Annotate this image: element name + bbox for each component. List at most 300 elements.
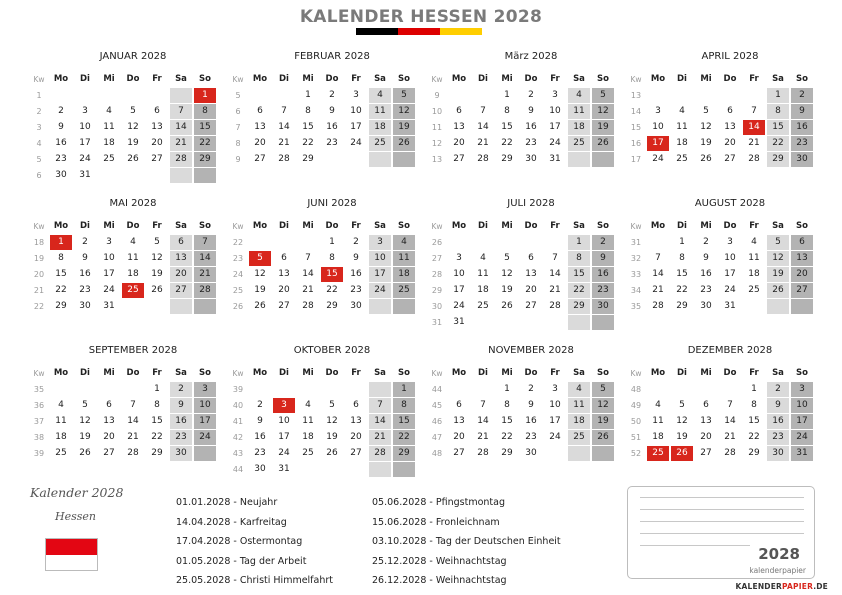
day-cell: 9 xyxy=(767,398,789,413)
day-cell: 16 xyxy=(525,122,537,132)
weekday-label: So xyxy=(597,74,609,84)
day-cell: 19 xyxy=(79,432,91,442)
holiday-day-cell: 5 xyxy=(249,251,271,266)
weekday-label: Sa xyxy=(175,221,187,231)
day-cell: 17 xyxy=(791,414,813,429)
day-cell: 24 xyxy=(79,154,91,164)
day-cell: 24 xyxy=(549,138,561,148)
day-cell: 19 xyxy=(592,414,614,429)
week-number: 49 xyxy=(630,401,642,410)
day-cell: 5 xyxy=(504,253,510,263)
holiday-entry: 17.04.2028 - Ostermontag xyxy=(176,536,303,547)
script-subtitle: Hessen xyxy=(55,510,96,523)
week-number: 43 xyxy=(232,449,244,458)
day-cell: 28 xyxy=(369,446,391,461)
day-cell: 11 xyxy=(748,253,760,263)
day-cell: 27 xyxy=(700,448,712,458)
holiday-entry: 01.05.2028 - Tag der Arbeit xyxy=(176,555,307,567)
day-cell: 24 xyxy=(350,138,362,148)
week-number: 1 xyxy=(36,91,42,100)
day-cell: 7 xyxy=(369,398,391,413)
day-cell: 2 xyxy=(82,237,88,247)
day-cell: 27 xyxy=(254,154,266,164)
weekday-label: So xyxy=(199,368,211,378)
weekday-label: Mi xyxy=(501,368,513,378)
holiday-day-cell: 26 xyxy=(671,446,693,461)
day-cell: 21 xyxy=(748,138,760,148)
week-number: 2 xyxy=(36,107,42,116)
note-line xyxy=(640,533,804,534)
day-cell: 1 xyxy=(568,235,590,250)
day-cell: 17 xyxy=(79,138,91,148)
day-cell: 20 xyxy=(700,432,712,442)
day-cell: 25 xyxy=(477,301,489,311)
weekday-label: Fr xyxy=(749,74,759,84)
day-cell: 27 xyxy=(724,154,736,164)
day-cell: 6 xyxy=(791,235,813,250)
day-cell: 30 xyxy=(55,170,67,180)
holiday-entry: 01.01.2028 - Neujahr xyxy=(176,497,278,508)
month-block xyxy=(428,345,618,485)
brand-accent: PAPIER xyxy=(782,582,814,591)
day-cell: 3 xyxy=(791,382,813,397)
day-cell: 7 xyxy=(130,400,136,410)
week-number: 24 xyxy=(232,270,244,279)
day-cell: 10 xyxy=(194,398,216,413)
day-cell: 11 xyxy=(103,122,115,132)
day-cell: 10 xyxy=(724,253,736,263)
weekday-label: Di xyxy=(80,74,90,84)
week-number: 17 xyxy=(630,155,642,164)
day-cell: 18 xyxy=(748,269,760,279)
day-cell: 6 xyxy=(106,400,112,410)
weekday-label: Di xyxy=(677,74,687,84)
day-cell: 31 xyxy=(453,317,465,327)
holiday-entry: 15.06.2028 - Fronleichnam xyxy=(372,516,500,528)
brand-pre: KALENDER xyxy=(735,582,783,591)
day-cell: 4 xyxy=(130,237,136,247)
day-cell: 12 xyxy=(127,122,139,132)
empty-weekend-cell xyxy=(393,152,415,167)
month-title: DEZEMBER 2028 xyxy=(687,345,773,356)
day-cell: 3 xyxy=(552,384,558,394)
week-number: 21 xyxy=(33,286,45,295)
day-cell: 27 xyxy=(170,283,192,298)
day-cell: 15 xyxy=(748,416,760,426)
week-number: 3 xyxy=(36,123,42,132)
day-cell: 8 xyxy=(751,400,757,410)
week-number: 36 xyxy=(33,401,45,410)
weekday-label: Fr xyxy=(351,221,361,231)
day-cell: 25 xyxy=(55,448,67,458)
week-number: 9 xyxy=(235,155,241,164)
weekday-label: Mi xyxy=(103,74,115,84)
day-cell: 28 xyxy=(477,154,489,164)
weekday-label: Di xyxy=(478,221,488,231)
month-title: JULI 2028 xyxy=(507,198,555,209)
day-cell: 19 xyxy=(151,269,163,279)
day-cell: 14 xyxy=(278,122,290,132)
day-cell: 28 xyxy=(477,448,489,458)
day-cell: 20 xyxy=(525,285,537,295)
week-number: 35 xyxy=(33,385,45,394)
day-cell: 9 xyxy=(170,398,192,413)
weekday-label: Sa xyxy=(374,368,386,378)
day-cell: 16 xyxy=(791,120,813,135)
flag-stripe-red xyxy=(398,28,440,35)
day-cell: 30 xyxy=(170,446,192,461)
day-cell: 24 xyxy=(369,283,391,298)
weekday-label: Do xyxy=(723,221,737,231)
weekday-label: Sa xyxy=(175,368,187,378)
day-cell: 6 xyxy=(170,235,192,250)
holiday-date: 14.04.2028 xyxy=(176,516,231,528)
week-number: 23 xyxy=(232,254,244,263)
day-cell: 8 xyxy=(568,251,590,266)
holiday-name: Weihnachtstag xyxy=(435,575,507,586)
day-cell: 13 xyxy=(151,122,163,132)
day-cell: 10 xyxy=(278,416,290,426)
weekday-label: Di xyxy=(279,74,289,84)
day-cell: 16 xyxy=(326,122,338,132)
week-number: 26 xyxy=(232,302,244,311)
day-cell: 31 xyxy=(79,170,91,180)
day-cell: 5 xyxy=(679,400,685,410)
month-title: MAI 2028 xyxy=(109,198,157,209)
weekday-label: So xyxy=(796,74,808,84)
day-cell: 22 xyxy=(568,283,590,298)
week-number-header: Kw xyxy=(630,369,642,378)
week-number-header: Kw xyxy=(232,222,244,231)
day-cell: 18 xyxy=(568,414,590,429)
day-cell: 7 xyxy=(480,400,486,410)
day-cell: 2 xyxy=(353,237,359,247)
weekday-label: Sa xyxy=(374,74,386,84)
weekday-label: Mo xyxy=(650,74,666,84)
weekday-label: Fr xyxy=(152,368,162,378)
day-cell: 8 xyxy=(154,400,160,410)
day-cell: 2 xyxy=(257,400,263,410)
weekday-label: Mi xyxy=(302,74,314,84)
day-cell: 5 xyxy=(592,382,614,397)
day-cell: 3 xyxy=(655,106,661,116)
day-cell: 10 xyxy=(652,122,664,132)
week-number: 42 xyxy=(232,433,244,442)
day-cell: 23 xyxy=(791,136,813,151)
weekday-label: Mo xyxy=(252,74,268,84)
day-cell: 4 xyxy=(568,382,590,397)
day-cell: 19 xyxy=(592,120,614,135)
day-cell: 28 xyxy=(724,448,736,458)
week-number-header: Kw xyxy=(33,75,45,84)
holiday-entry: 26.12.2028 - Weihnachtstag xyxy=(372,575,507,586)
empty-weekend-cell xyxy=(568,446,590,461)
holiday-entry: 03.10.2028 - Tag der Deutschen Einheit xyxy=(372,536,561,547)
day-cell: 1 xyxy=(154,384,160,394)
day-cell: 13 xyxy=(103,416,115,426)
notes-box xyxy=(627,486,815,579)
holiday-name: Neujahr xyxy=(239,497,278,508)
day-cell: 7 xyxy=(281,106,287,116)
day-cell: 23 xyxy=(525,138,537,148)
day-cell: 22 xyxy=(302,138,314,148)
day-cell: 21 xyxy=(477,432,489,442)
day-cell: 28 xyxy=(278,154,290,164)
week-number-header: Kw xyxy=(431,75,443,84)
notes-subtitle: kalenderpapier xyxy=(749,566,806,575)
week-number: 9 xyxy=(434,91,440,100)
day-cell: 30 xyxy=(592,299,614,314)
day-cell: 1 xyxy=(305,90,311,100)
day-cell: 7 xyxy=(552,253,558,263)
day-cell: 29 xyxy=(302,154,314,164)
day-cell: 8 xyxy=(393,398,415,413)
week-number: 38 xyxy=(33,433,45,442)
day-cell: 23 xyxy=(170,430,192,445)
day-cell: 16 xyxy=(254,432,266,442)
day-cell: 23 xyxy=(326,138,338,148)
week-number: 16 xyxy=(630,139,642,148)
day-cell: 29 xyxy=(568,299,590,314)
day-cell: 26 xyxy=(767,283,789,298)
day-cell: 24 xyxy=(549,432,561,442)
empty-weekend-cell xyxy=(369,299,391,314)
month-title: SEPTEMBER 2028 xyxy=(88,345,178,356)
day-cell: 22 xyxy=(326,285,338,295)
day-cell: 17 xyxy=(103,269,115,279)
weekday-label: Di xyxy=(478,74,488,84)
day-cell: 9 xyxy=(257,416,263,426)
hessen-flag xyxy=(45,538,98,571)
day-cell: 15 xyxy=(151,416,163,426)
day-cell: 20 xyxy=(453,138,465,148)
day-cell: 17 xyxy=(453,285,465,295)
week-number: 13 xyxy=(431,155,443,164)
day-cell: 29 xyxy=(55,301,67,311)
day-cell: 13 xyxy=(350,416,362,426)
day-cell: 30 xyxy=(700,301,712,311)
day-cell: 6 xyxy=(727,106,733,116)
day-cell: 19 xyxy=(767,267,789,282)
day-cell: 20 xyxy=(791,267,813,282)
weekday-label: Mi xyxy=(700,368,712,378)
week-number: 22 xyxy=(232,238,244,247)
day-cell: 7 xyxy=(194,235,216,250)
weekday-label: Do xyxy=(325,368,339,378)
month-block xyxy=(428,198,618,338)
week-number-header: Kw xyxy=(431,369,443,378)
holiday-name: Weihnachtstag xyxy=(435,555,507,567)
day-cell: 31 xyxy=(724,301,736,311)
day-cell: 11 xyxy=(477,269,489,279)
day-cell: 21 xyxy=(194,267,216,282)
note-line xyxy=(640,521,804,522)
day-cell: 1 xyxy=(679,237,685,247)
day-cell: 23 xyxy=(767,430,789,445)
holiday-entry: 25.05.2028 - Christi Himmelfahrt xyxy=(176,575,334,586)
day-cell: 22 xyxy=(151,432,163,442)
day-cell: 22 xyxy=(501,432,513,442)
day-cell: 20 xyxy=(254,138,266,148)
week-number: 41 xyxy=(232,417,244,426)
week-number: 19 xyxy=(33,254,45,263)
weekday-label: So xyxy=(597,221,609,231)
day-cell: 16 xyxy=(767,414,789,429)
holiday-name: Tag der Deutschen Einheit xyxy=(435,536,561,547)
day-cell: 19 xyxy=(127,138,139,148)
day-cell: 28 xyxy=(652,301,664,311)
weekday-label: Sa xyxy=(573,221,585,231)
week-number: 32 xyxy=(630,254,642,263)
weekday-label: Mi xyxy=(501,221,513,231)
weekday-label: Mo xyxy=(451,368,467,378)
month-block xyxy=(627,345,817,485)
weekday-label: Mi xyxy=(700,74,712,84)
day-cell: 23 xyxy=(79,285,91,295)
day-cell: 6 xyxy=(703,400,709,410)
empty-weekend-cell xyxy=(194,299,216,314)
day-cell: 19 xyxy=(393,120,415,135)
day-cell: 10 xyxy=(549,106,561,116)
day-cell: 5 xyxy=(767,235,789,250)
day-cell: 6 xyxy=(257,106,263,116)
day-cell: 22 xyxy=(767,136,789,151)
day-cell: 21 xyxy=(127,432,139,442)
holiday-entry: 25.12.2028 - Weihnachtstag xyxy=(372,555,507,567)
day-cell: 15 xyxy=(568,267,590,282)
day-cell: 10 xyxy=(350,106,362,116)
day-cell: 24 xyxy=(278,448,290,458)
weekday-label: Do xyxy=(325,74,339,84)
day-cell: 14 xyxy=(724,416,736,426)
script-title: Kalender 2028 xyxy=(30,485,124,500)
note-line xyxy=(640,497,804,498)
day-cell: 13 xyxy=(724,122,736,132)
day-cell: 17 xyxy=(549,122,561,132)
day-cell: 24 xyxy=(724,285,736,295)
day-cell: 12 xyxy=(592,104,614,119)
weekday-label: Mo xyxy=(650,368,666,378)
holiday-name: Pfingstmontag xyxy=(435,497,505,508)
day-cell: 17 xyxy=(278,432,290,442)
day-cell: 29 xyxy=(501,154,513,164)
week-number: 47 xyxy=(431,433,443,442)
week-number: 39 xyxy=(33,449,45,458)
day-cell: 26 xyxy=(700,154,712,164)
day-cell: 8 xyxy=(767,104,789,119)
day-cell: 20 xyxy=(350,432,362,442)
weekday-label: Fr xyxy=(550,74,560,84)
day-cell: 18 xyxy=(127,269,139,279)
holiday-date: 25.12.2028 xyxy=(372,555,427,567)
flag-stripe-black xyxy=(356,28,398,35)
day-cell: 4 xyxy=(679,106,685,116)
day-cell: 15 xyxy=(676,269,688,279)
day-cell: 16 xyxy=(170,414,192,429)
day-cell: 27 xyxy=(791,283,813,298)
day-cell: 22 xyxy=(194,136,216,151)
weekday-label: Fr xyxy=(550,368,560,378)
holiday-name: Karfreitag xyxy=(239,516,287,528)
day-cell: 20 xyxy=(453,432,465,442)
day-cell: 3 xyxy=(552,90,558,100)
day-cell: 26 xyxy=(393,136,415,151)
day-cell: 17 xyxy=(549,416,561,426)
week-number: 8 xyxy=(235,139,241,148)
empty-weekend-cell xyxy=(791,299,813,314)
day-cell: 13 xyxy=(700,416,712,426)
day-cell: 18 xyxy=(676,138,688,148)
week-number: 34 xyxy=(630,286,642,295)
holiday-date: 17.04.2028 xyxy=(176,536,231,547)
week-number: 7 xyxy=(235,123,241,132)
day-cell: 9 xyxy=(592,251,614,266)
day-cell: 9 xyxy=(353,253,359,263)
weekday-label: Mo xyxy=(252,368,268,378)
day-cell: 1 xyxy=(767,88,789,103)
month-title: FEBRUAR 2028 xyxy=(294,51,370,62)
day-cell: 18 xyxy=(477,285,489,295)
weekday-label: Mo xyxy=(451,221,467,231)
month-title: JUNI 2028 xyxy=(307,198,357,209)
weekday-label: Do xyxy=(325,221,339,231)
day-cell: 3 xyxy=(727,237,733,247)
weekday-label: Fr xyxy=(749,368,759,378)
weekday-label: Mo xyxy=(53,221,69,231)
week-number: 48 xyxy=(431,449,443,458)
weekday-label: Do xyxy=(524,368,538,378)
empty-weekend-cell xyxy=(393,299,415,314)
day-cell: 17 xyxy=(369,267,391,282)
day-cell: 28 xyxy=(549,301,561,311)
day-cell: 3 xyxy=(106,237,112,247)
day-cell: 24 xyxy=(453,301,465,311)
weekday-label: Do xyxy=(126,221,140,231)
day-cell: 8 xyxy=(329,253,335,263)
day-cell: 2 xyxy=(791,88,813,103)
holiday-day-cell: 25 xyxy=(122,283,144,298)
day-cell: 12 xyxy=(79,416,91,426)
day-cell: 28 xyxy=(748,154,760,164)
day-cell: 11 xyxy=(393,251,415,266)
day-cell: 23 xyxy=(254,448,266,458)
week-number: 11 xyxy=(431,123,443,132)
weekday-label: So xyxy=(796,221,808,231)
day-cell: 15 xyxy=(501,122,513,132)
day-cell: 11 xyxy=(369,104,391,119)
empty-weekend-cell xyxy=(592,152,614,167)
day-cell: 13 xyxy=(525,269,537,279)
holiday-date: 25.05.2028 xyxy=(176,575,231,586)
day-cell: 8 xyxy=(679,253,685,263)
holiday-date: 01.01.2028 xyxy=(176,497,231,508)
day-cell: 16 xyxy=(350,269,362,279)
day-cell: 9 xyxy=(528,400,534,410)
week-number: 46 xyxy=(431,417,443,426)
weekday-label: Fr xyxy=(351,368,361,378)
day-cell: 11 xyxy=(302,416,314,426)
day-cell: 20 xyxy=(103,432,115,442)
weekday-label: Mi xyxy=(302,221,314,231)
day-cell: 30 xyxy=(79,301,91,311)
day-cell: 22 xyxy=(748,432,760,442)
weekday-label: Mi xyxy=(103,368,115,378)
weekday-label: Mi xyxy=(103,221,115,231)
day-cell: 6 xyxy=(154,106,160,116)
day-cell: 26 xyxy=(127,154,139,164)
weekday-label: Sa xyxy=(573,74,585,84)
week-number: 27 xyxy=(431,254,443,263)
